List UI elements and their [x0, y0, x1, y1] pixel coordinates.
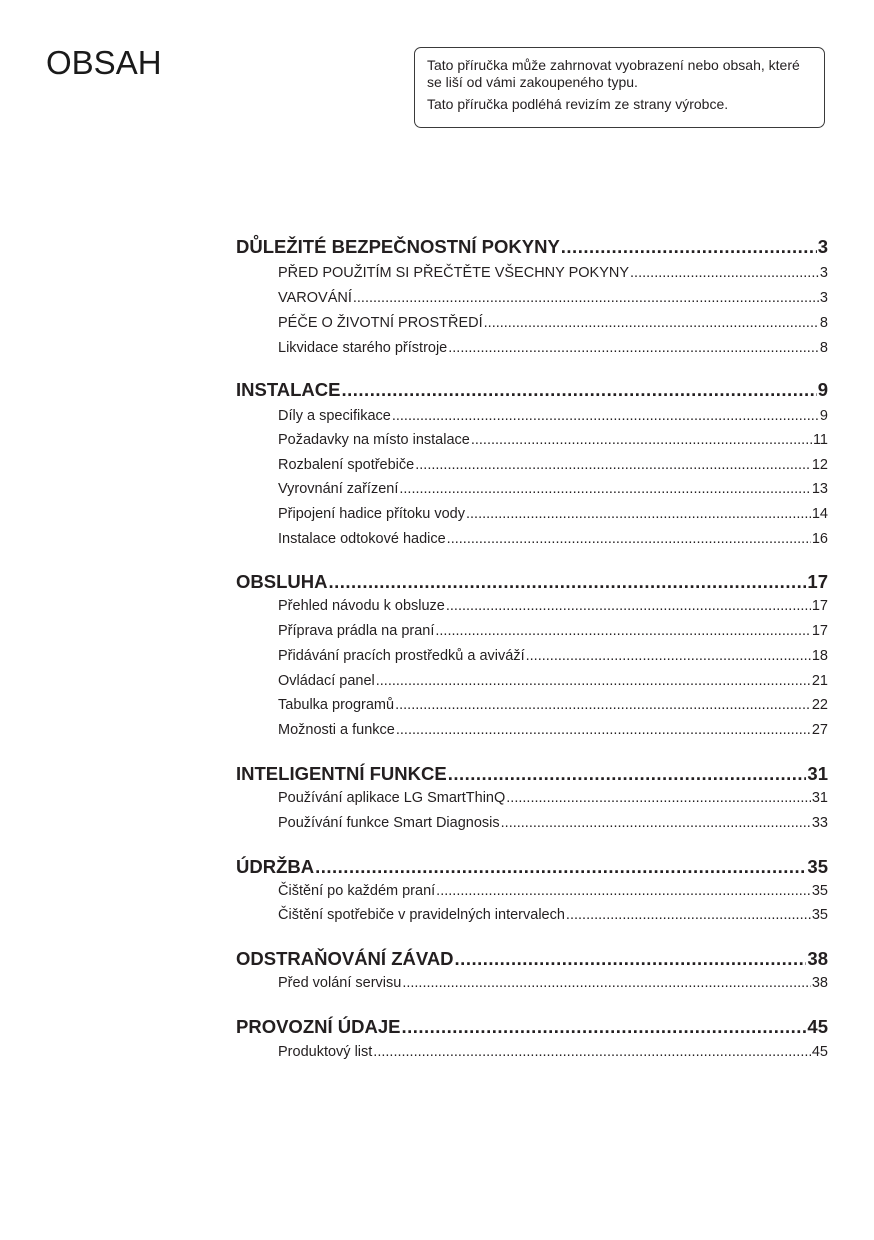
toc-page-number: 17 [811, 598, 828, 614]
toc-section[interactable] [236, 1016, 828, 1038]
toc-item-title: Tabulka programů [278, 697, 395, 713]
toc-item[interactable] [278, 975, 828, 991]
toc-leader [448, 340, 819, 356]
toc-leader [447, 531, 811, 547]
toc-item[interactable] [278, 673, 828, 689]
toc-item-title: Požadavky na místo instalace [278, 432, 470, 448]
toc-item-title: Připojení hadice přítoku vody [278, 506, 465, 522]
toc-page-number: 11 [812, 432, 828, 448]
toc-item[interactable] [278, 408, 828, 424]
toc-leader [353, 290, 819, 306]
toc-item-title: Používání aplikace LG SmartThinQ [278, 790, 506, 806]
toc-leader [466, 506, 811, 522]
toc-section-title: OBSLUHA [236, 571, 328, 592]
toc-item[interactable] [278, 598, 828, 614]
toc-page-number: 3 [817, 236, 828, 257]
toc-section-title: DŮLEŽITÉ BEZPEČNOSTNÍ POKYNY [236, 236, 560, 257]
toc-item-title: VAROVÁNÍ [278, 290, 352, 306]
toc-section[interactable] [236, 856, 828, 878]
toc-item[interactable] [278, 340, 828, 356]
toc-item-title: PÉČE O ŽIVOTNÍ PROSTŘEDÍ [278, 315, 483, 331]
toc-item[interactable] [278, 481, 828, 497]
toc-item[interactable] [278, 907, 828, 923]
disclaimer-line: Tato příručka může zahrnovat vyobrazení nebo obsah, které se liší od vámi zakoupeného typu. [427, 57, 800, 90]
toc-page-number: 9 [819, 408, 828, 424]
toc-item-title: Přehled návodu k obsluze [278, 598, 445, 614]
toc-page-number: 8 [819, 340, 828, 356]
toc-page-number: 3 [819, 290, 828, 306]
toc-leader [471, 432, 812, 448]
toc-section-title: ODSTRAŇOVÁNÍ ZÁVAD [236, 948, 454, 969]
toc-leader [342, 379, 817, 401]
toc-leader [328, 571, 806, 593]
toc-section[interactable] [236, 948, 828, 970]
toc-item-title: Přidávání pracích prostředků a aviváží [278, 648, 525, 664]
toc-item[interactable] [278, 815, 828, 831]
toc-leader [446, 598, 811, 614]
page-title: OBSAH [46, 44, 162, 81]
toc-page-number: 45 [807, 1016, 828, 1037]
toc-section-title: INTELIGENTNÍ FUNKCE [236, 763, 447, 784]
toc-item[interactable] [278, 883, 828, 899]
toc-leader [484, 315, 819, 331]
toc-section[interactable] [236, 379, 828, 401]
toc-section-title: ÚDRŽBA [236, 856, 315, 877]
toc-page-number: 16 [811, 531, 828, 547]
toc-item-title: Příprava prádla na praní [278, 623, 435, 639]
toc-page-number: 18 [811, 648, 828, 664]
toc-leader [455, 948, 807, 970]
toc-page-number: 45 [811, 1044, 828, 1060]
toc-section[interactable] [236, 236, 828, 258]
toc-leader [376, 673, 811, 689]
toc-item-title: Rozbalení spotřebiče [278, 457, 415, 473]
toc-item[interactable] [278, 648, 828, 664]
toc-page-number: 27 [811, 722, 828, 738]
toc-item[interactable] [278, 623, 828, 639]
toc-item-title: Možnosti a funkce [278, 722, 395, 738]
toc-page-number: 13 [811, 481, 828, 497]
toc-page-number: 17 [807, 571, 828, 592]
toc-item[interactable] [278, 457, 828, 473]
toc-leader [395, 697, 811, 713]
toc-page-number: 35 [811, 907, 828, 923]
toc-item[interactable] [278, 506, 828, 522]
toc-leader [526, 648, 811, 664]
toc-page-number: 35 [811, 883, 828, 899]
toc-section-title: PROVOZNÍ ÚDAJE [236, 1016, 401, 1037]
toc-item-title: Používání funkce Smart Diagnosis [278, 815, 500, 831]
toc-leader [448, 763, 807, 785]
toc-leader [436, 883, 811, 899]
toc-leader [401, 1016, 806, 1038]
toc-page-number: 31 [811, 790, 828, 806]
toc-item[interactable] [278, 722, 828, 738]
toc-page-number: 38 [807, 948, 828, 969]
toc-item[interactable] [278, 315, 828, 331]
toc-leader [373, 1044, 811, 1060]
toc-item[interactable] [278, 432, 828, 448]
toc-item-title: Čištění po každém praní [278, 883, 436, 899]
toc-item-title: Instalace odtokové hadice [278, 531, 446, 547]
toc-leader [630, 265, 819, 281]
toc-item[interactable] [278, 531, 828, 547]
toc-item-title: Díly a specifikace [278, 408, 391, 424]
toc-page-number: 12 [811, 457, 828, 473]
toc-leader [402, 975, 811, 991]
toc-item[interactable] [278, 290, 828, 306]
toc-item-title: Ovládací panel [278, 673, 375, 689]
toc-page-number: 3 [819, 265, 828, 281]
toc-section-title: INSTALACE [236, 379, 341, 400]
disclaimer-line: Tato příručka podléhá revizím ze strany výrobce. [427, 96, 729, 112]
toc-item[interactable] [278, 697, 828, 713]
toc-item-title: Produktový list [278, 1044, 373, 1060]
toc-leader [506, 790, 811, 806]
toc-leader [501, 815, 811, 831]
toc-leader [392, 408, 819, 424]
toc-page-number: 9 [817, 379, 828, 400]
toc-section[interactable] [236, 763, 828, 785]
toc-section[interactable] [236, 571, 828, 593]
toc-item[interactable] [278, 1044, 828, 1060]
toc-item-title: Čištění spotřebiče v pravidelných intervalech [278, 907, 565, 923]
toc-page-number: 35 [807, 856, 828, 877]
toc-leader [566, 907, 811, 923]
toc-page-number: 22 [811, 697, 828, 713]
toc-page-number: 31 [807, 763, 828, 784]
toc-leader [561, 236, 817, 258]
toc-item[interactable] [278, 790, 828, 806]
toc-page-number: 38 [811, 975, 828, 991]
toc-item[interactable] [278, 265, 828, 281]
toc-page-number: 21 [811, 673, 828, 689]
toc-page-number: 33 [811, 815, 828, 831]
toc-leader [415, 457, 811, 473]
toc-page-number: 17 [811, 623, 828, 639]
toc-page-number: 8 [819, 315, 828, 331]
toc-item-title: Vyrovnání zařízení [278, 481, 399, 497]
toc-leader [315, 856, 806, 878]
toc-leader [396, 722, 811, 738]
toc-page-number: 14 [811, 506, 828, 522]
toc-item-title: PŘED POUŽITÍM SI PŘEČTĚTE VŠECHNY POKYNY [278, 265, 630, 281]
toc-item-title: Likvidace starého přístroje [278, 340, 448, 356]
toc-leader [435, 623, 810, 639]
toc-leader [399, 481, 811, 497]
toc-item-title: Před volání servisu [278, 975, 402, 991]
